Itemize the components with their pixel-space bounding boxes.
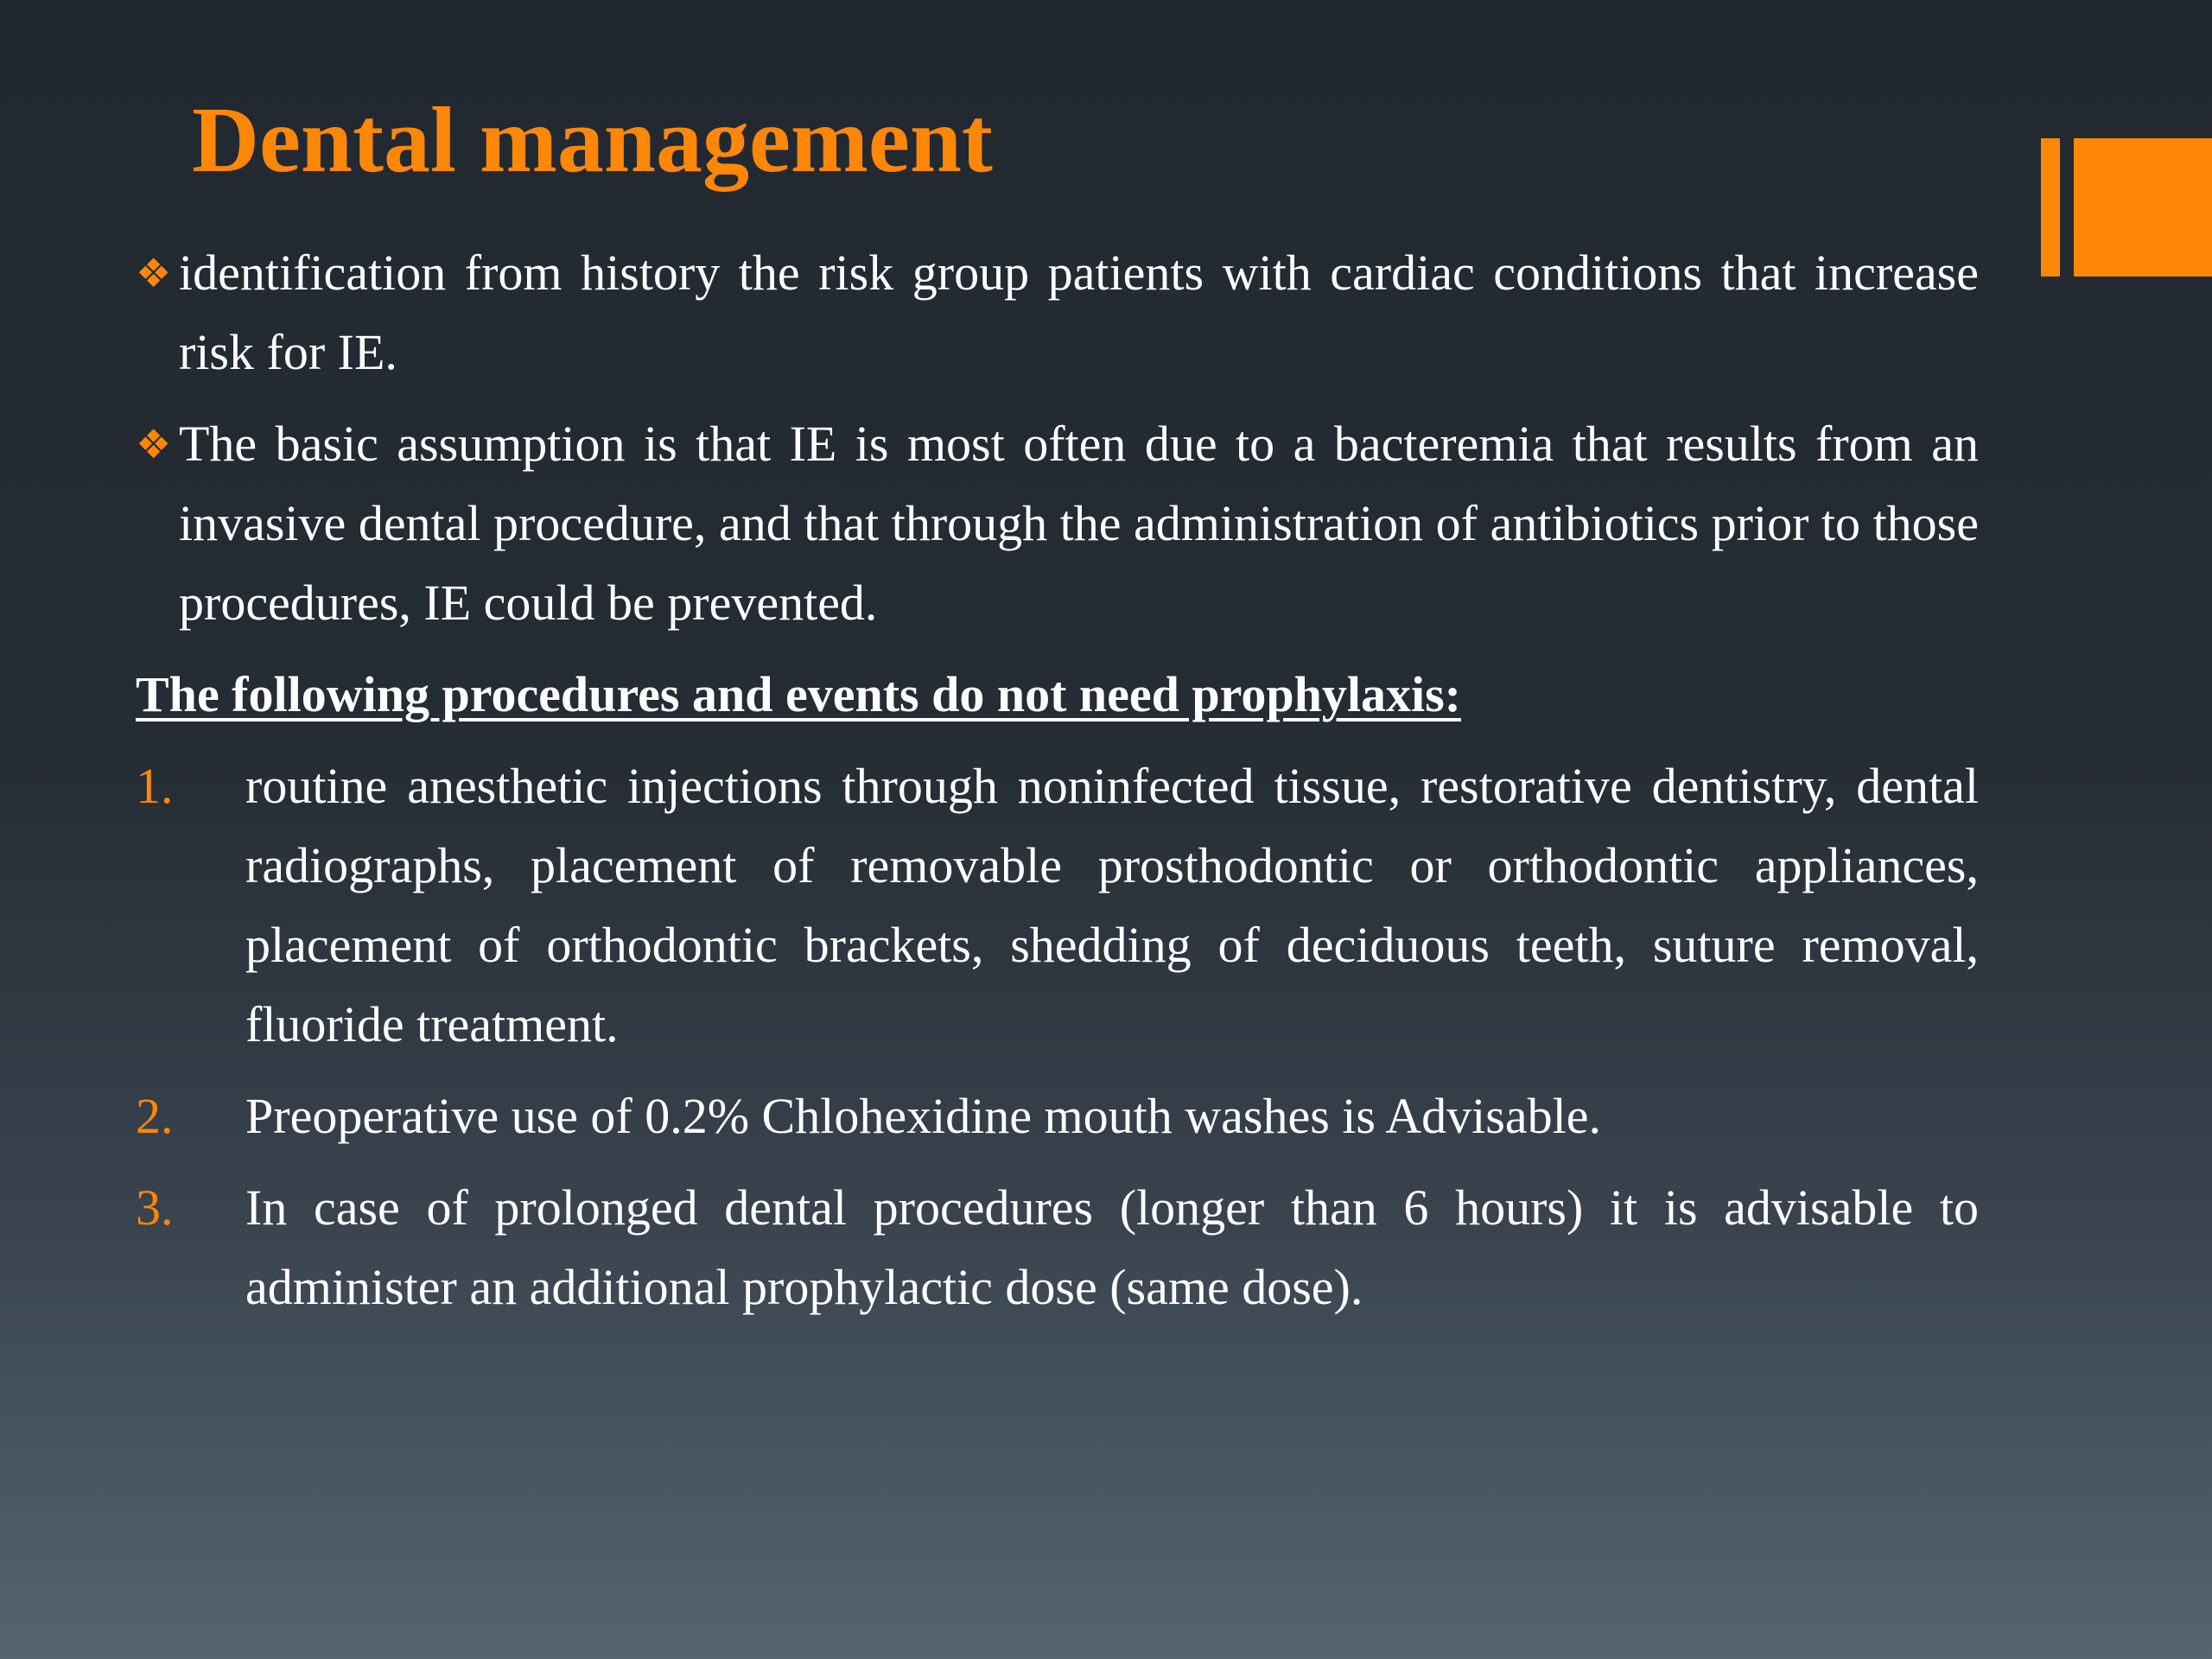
bullet-item <box>136 233 1979 392</box>
bullet-text: The basic assumption is that IE is most often due to a bacteremia that results from an invasive dental procedure, and that through the administration of antibiotics prior to those procedures, IE could be prevented. <box>179 416 1979 631</box>
slide-title: Dental management <box>192 89 993 192</box>
bullet-item <box>136 404 1979 643</box>
numbered-item <box>136 1077 1979 1156</box>
item-text: Preoperative use of 0.2% Chlohexidine mouth washes is Advisable. <box>245 1088 1601 1144</box>
section-heading: The following procedures and events do not need prophylaxis: <box>136 666 1461 722</box>
item-text: routine anesthetic injections through noninfected tissue, restorative dentistry, dental radiographs, placement of removable prosthodontic or orthodontic appliances, placement of orthodontic brackets, shedding of deciduous teeth, suture removal, fluoride treatment. <box>245 758 1979 1052</box>
item-number: 1. <box>136 758 174 814</box>
item-number: 2. <box>136 1088 174 1144</box>
diamond-bullet-icon: ❖ <box>136 250 172 296</box>
bullet-text: identification from history the risk group patients with cardiac conditions that increase risk for IE. <box>179 245 1979 380</box>
item-number: 3. <box>136 1179 174 1236</box>
diamond-bullet-icon: ❖ <box>136 421 172 467</box>
numbered-item <box>136 1168 1979 1327</box>
item-text: In case of prolonged dental procedures (longer than 6 hours) it is advisable to administer an additional prophylactic dose (same dose). <box>245 1179 1979 1315</box>
numbered-item <box>136 747 1979 1065</box>
accent-bar-thin <box>2041 138 2060 276</box>
slide-content <box>136 233 1979 1339</box>
accent-bar-thick <box>2074 138 2212 276</box>
